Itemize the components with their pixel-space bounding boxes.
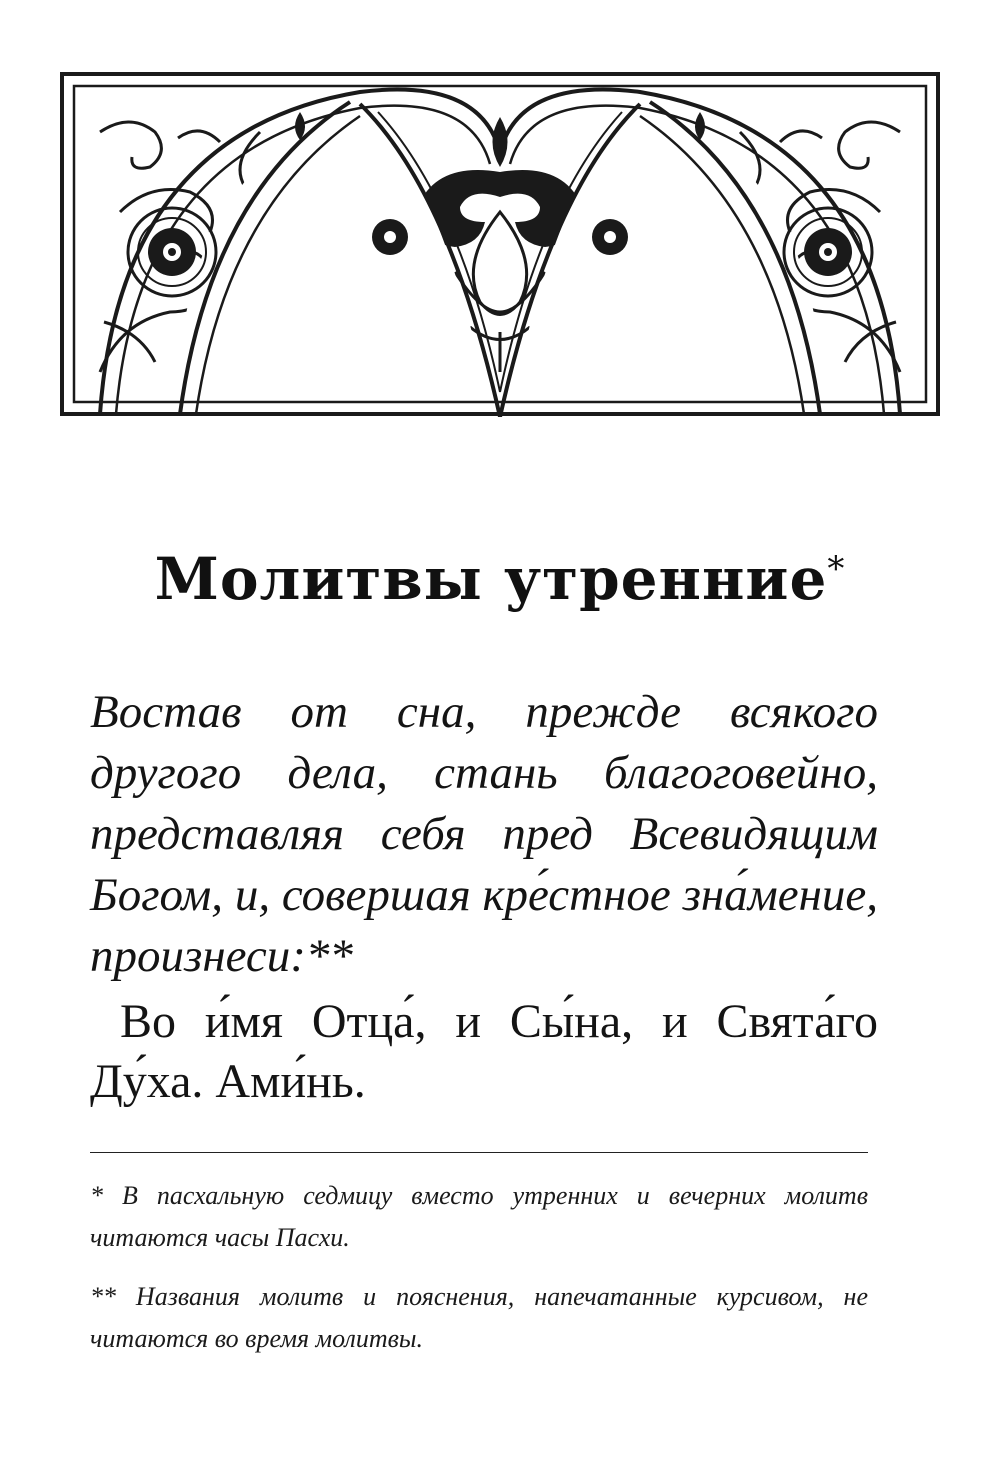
title-footnote-marker: * bbox=[827, 549, 846, 589]
page-title: Молитвы утренние* bbox=[154, 545, 846, 613]
arch-floral-headpiece-icon bbox=[60, 72, 940, 417]
footnote-2: ** Названия молитв и пояснения, напечатанные курсивом, не читаются во время молитвы. bbox=[90, 1282, 868, 1353]
left-rosette bbox=[128, 208, 216, 296]
right-rosette bbox=[784, 208, 872, 296]
rubric-instruction: Востав от сна, прежде всякого другого дела, стань благоговейно, представляя себя пред Всевидящим Богом, и, совершая кре́стное зна́мение, произнеси:** bbox=[90, 686, 878, 982]
footnote-1: * В пасхальную седмицу вместо утренних и вечерних молитв читаются часы Пасхи. bbox=[90, 1181, 868, 1252]
footnote-divider bbox=[90, 1152, 868, 1153]
prayer-text: Во и́мя Отца́, и Сы́на, и Свята́го Ду́ха. Ами́нь. bbox=[90, 995, 878, 1108]
